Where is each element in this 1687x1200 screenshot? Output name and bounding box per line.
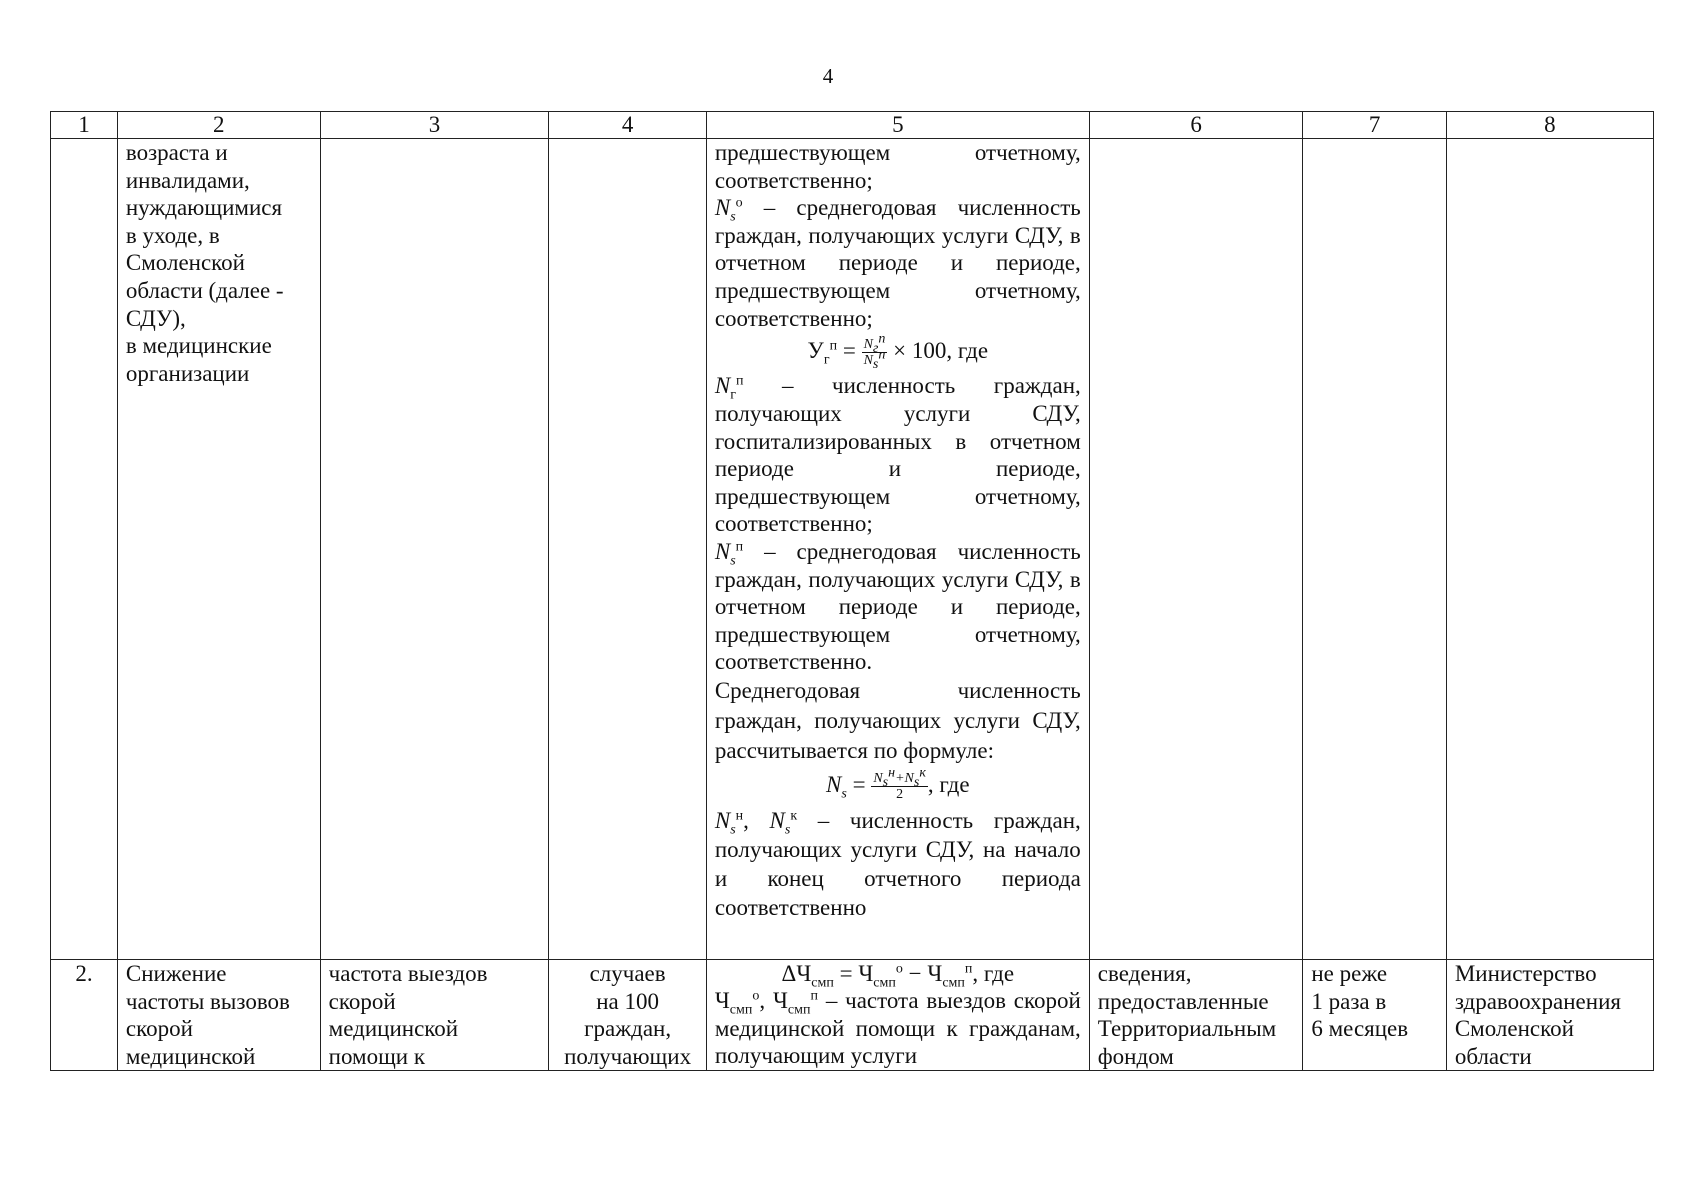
formula-average-count: $N_s$ = $\frac{N_s^н+N_s^к}{2}$ , где bbox=[826, 765, 970, 803]
header-col-6: 6 bbox=[1089, 112, 1303, 139]
header-row bbox=[51, 112, 1654, 139]
cell-number: 2. bbox=[51, 960, 118, 1071]
cell-responsible: Министерство здравоохранения Смоленской области bbox=[1446, 960, 1653, 1071]
header-col-5: 5 bbox=[706, 112, 1089, 139]
cell-indicator-name: возраста и инвалидами, нуждающимися в уходе, в Смоленской области (далее - СДУ), в медицинские организации bbox=[117, 139, 320, 960]
text-paragraph: Среднегодовая численность граждан, получающих услуги СДУ, рассчитывается по формуле: bbox=[714, 677, 1081, 763]
cell-data-source: сведения, предоставленные Территориальным фондом bbox=[1089, 960, 1303, 1071]
page-number: 4 bbox=[822, 64, 834, 88]
header-col-7: 7 bbox=[1303, 112, 1446, 139]
text-paragraph: $Ч_{смп}^о$, $Ч_{смп}^п$ – частота выездов скорой медицинской помощи к гражданам, получающим услуги bbox=[714, 988, 1081, 1069]
cell-indicator: частота выездов скорой медицинской помощи к bbox=[320, 960, 549, 1071]
header-col-8: 8 bbox=[1446, 112, 1653, 139]
cell-number bbox=[51, 139, 118, 960]
cell-frequency: не реже 1 раза в 6 месяцев bbox=[1303, 960, 1446, 1071]
text-paragraph: $N_s^о$ – среднегодовая численность граждан, получающих услуги СДУ, в отчетном периоде и периоде, предшествующем отчетному, соответственно; bbox=[714, 195, 1081, 331]
header-col-3: 3 bbox=[320, 112, 549, 139]
table-row bbox=[51, 139, 1654, 960]
text-paragraph: предшествующем отчетному, соответственно; bbox=[714, 140, 1081, 193]
header-col-4: 4 bbox=[549, 112, 706, 139]
cell-col-6 bbox=[1089, 139, 1303, 960]
cell-col-7 bbox=[1303, 139, 1446, 960]
text-paragraph: $N_s^п$ – среднегодовая численность граждан, получающих услуги СДУ, в отчетном периоде и периоде, предшествующем отчетному, соответственно. bbox=[714, 538, 1081, 675]
cell-calculation-method bbox=[706, 139, 1089, 960]
cell-indicator-name: Снижение частоты вызовов скорой медицинской bbox=[117, 960, 320, 1071]
header-col-2: 2 bbox=[117, 112, 320, 139]
cell-col-8 bbox=[1446, 139, 1653, 960]
formula-ambulance: $\Delta Ч_{смп} = Ч_{смп}^о - Ч_{смп}^п$, где bbox=[781, 961, 1015, 991]
cell-unit: случаев на 100 граждан, получающих bbox=[549, 960, 706, 1071]
cell-col-4 bbox=[549, 139, 706, 960]
cell-col-3 bbox=[320, 139, 549, 960]
cell-calculation-method bbox=[706, 960, 1089, 1071]
formula-hospitalization: $У_г^п$ = $\frac{N_г^п}{N_s^п}$ × 100, где bbox=[807, 331, 989, 373]
table-row bbox=[51, 960, 1654, 1071]
text-paragraph: $N_s^н$, $N_s^к$ – численность граждан, получающих услуги СДУ, на начало и конец отчетного периода соответственно bbox=[714, 808, 1081, 921]
header-col-1: 1 bbox=[51, 112, 118, 139]
text-paragraph: $N_г^п$ – численность граждан, получающих услуги СДУ, госпитализированных в отчетном периоде и периоде, предшествующем отчетному, соответственно; bbox=[714, 373, 1081, 537]
indicator-table bbox=[50, 111, 1654, 1071]
